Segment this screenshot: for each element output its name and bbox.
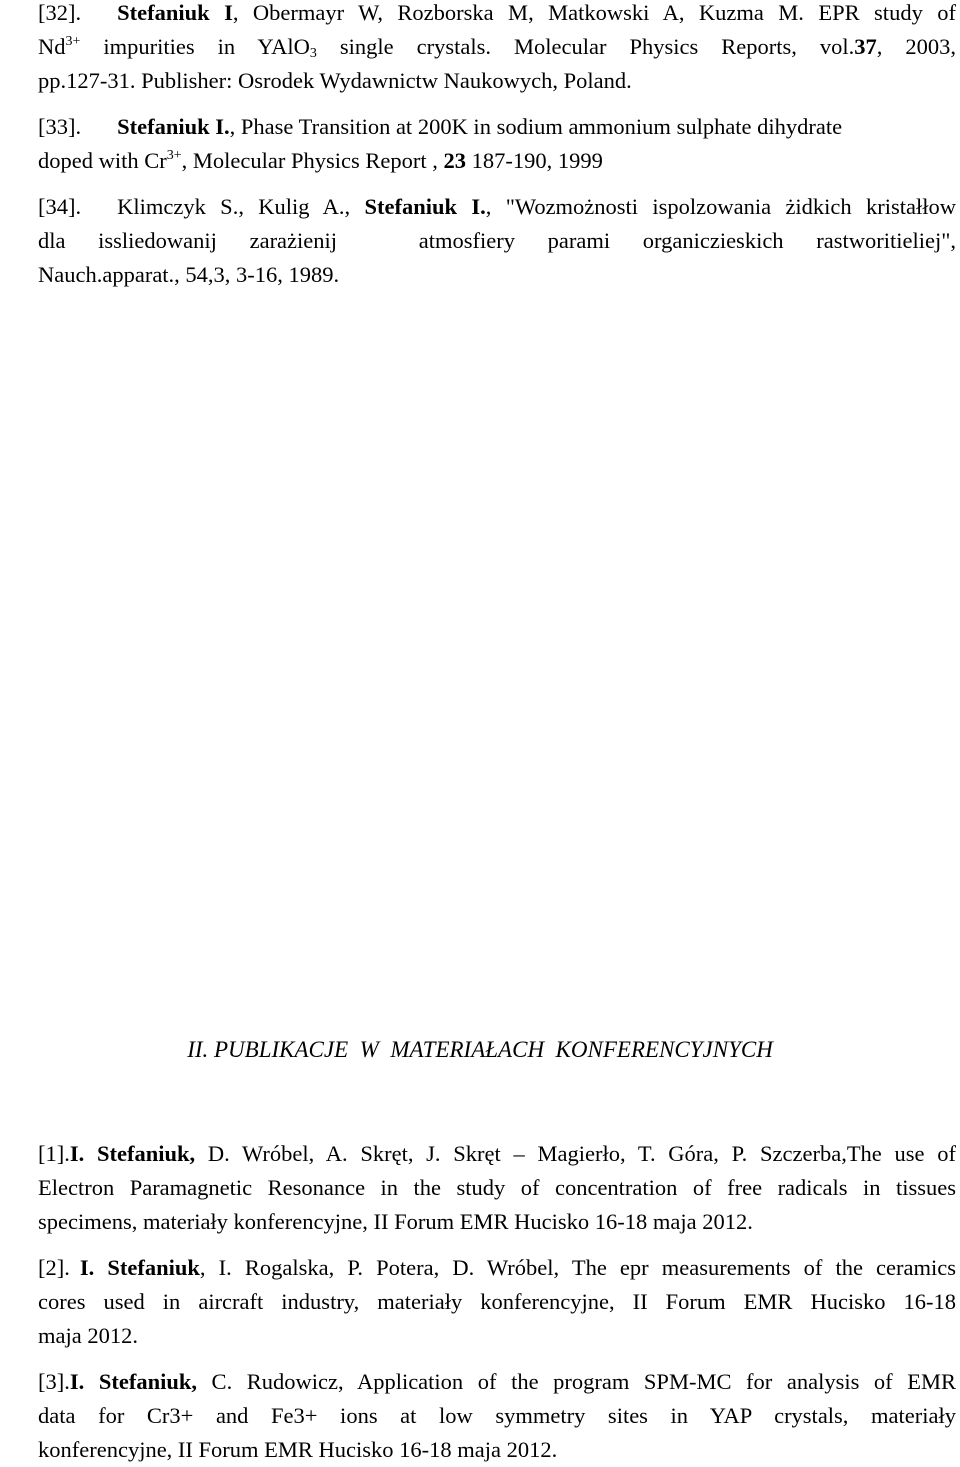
ref-number: [34]. — [38, 194, 82, 219]
ref-text: konferencyjne, II Forum EMR Hucisko 16-18 maja 2012. — [38, 1437, 558, 1462]
superscript: 3+ — [65, 34, 81, 49]
subscript: 3 — [309, 46, 317, 61]
reference-33 — [38, 110, 956, 178]
ref-text: doped with Cr — [38, 148, 167, 173]
ref-text: , Molecular Physics Report , — [181, 148, 444, 173]
ref-text: Nd — [38, 34, 66, 59]
ref-number: [1]. — [38, 1141, 70, 1166]
ref-number: [2]. — [38, 1255, 70, 1280]
ref-text: 187-190, 1999 — [466, 148, 603, 173]
ref-text: dla issliedowanij zarażienij atmosfiery parami organiczieskich rastworitieliej", — [38, 228, 956, 253]
ref-text: pp.127-31. Publisher: Osrodek Wydawnictw Naukowych, Poland. — [38, 68, 632, 93]
ref-text: maja 2012. — [38, 1323, 138, 1348]
ref-text: C. Rudowicz, Application of the program SPM-MC for analysis of EMR — [196, 1369, 956, 1394]
ref-text: , "Wozmożnosti ispolzowania żidkich kristałłow — [485, 194, 956, 219]
superscript: 3+ — [166, 148, 182, 163]
author-bold: I. Stefaniuk, — [69, 1141, 196, 1166]
author-bold: I. Stefaniuk, — [69, 1369, 197, 1394]
ref-text: specimens, materiały konferencyjne, II Forum EMR Hucisko 16-18 maja 2012. — [38, 1209, 753, 1234]
reference-34 — [38, 190, 956, 292]
conference-reference-3 — [38, 1365, 956, 1467]
section-heading: II. PUBLIKACJE W MATERIAŁACH KONFERENCYJNYCH — [187, 1037, 773, 1062]
volume-bold: 23 — [443, 148, 466, 173]
ref-text: Electron Paramagnetic Resonance in the study of concentration of free radicals in tissues — [38, 1175, 956, 1200]
volume-bold: 37 — [854, 34, 877, 59]
author-bold: I. Stefaniuk — [79, 1255, 200, 1280]
author-bold: Stefaniuk I. — [364, 194, 486, 219]
ref-text: , Phase Transition at 200K in sodium ammonium sulphate dihydrate — [229, 114, 843, 139]
ref-text: Klimczyk S., Kulig A., — [117, 194, 365, 219]
ref-text: Nauch.apparat., 54,3, 3-16, 1989. — [38, 262, 340, 287]
ref-text: cores used in aircraft industry, materiały konferencyjne, II Forum EMR Hucisko 16-18 — [38, 1289, 956, 1314]
ref-number: [32]. — [38, 0, 82, 25]
ref-text: , I. Rogalska, P. Potera, D. Wróbel, The epr measurements of the ceramics — [199, 1255, 956, 1280]
ref-text: D. Wróbel, A. Skręt, J. Skręt – Magierło, T. Góra, P. Szczerba,The use of — [195, 1141, 956, 1166]
ref-number: [3]. — [38, 1369, 70, 1394]
ref-text: , 2003, — [876, 34, 957, 59]
conference-reference-1 — [38, 1137, 956, 1239]
ref-number: [33]. — [38, 114, 82, 139]
reference-32 — [38, 0, 956, 98]
author-bold: Stefaniuk I. — [117, 114, 230, 139]
conference-reference-2 — [38, 1251, 956, 1353]
ref-text: data for Cr3+ and Fe3+ ions at low symmetry sites in YAP crystals, materiały — [38, 1403, 956, 1428]
ref-text: single crystals. Molecular Physics Reports, vol. — [316, 34, 855, 59]
ref-text: impurities in YAlO — [80, 34, 310, 59]
ref-text: , Obermayr W, Rozborska M, Matkowski A, Kuzma M. EPR study of — [232, 0, 956, 25]
author-bold: Stefaniuk I — [117, 0, 233, 25]
